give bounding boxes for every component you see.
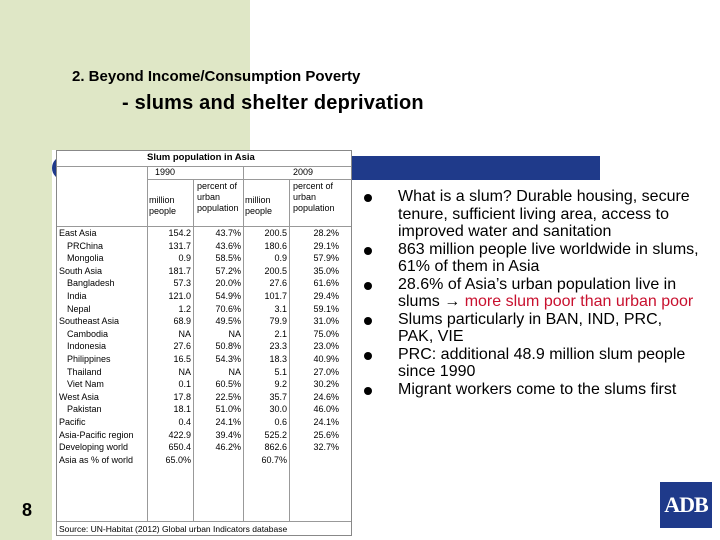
bullet-text: Migrant workers come to the slums first bbox=[398, 380, 677, 398]
table-cell: 0.9 bbox=[274, 253, 287, 264]
bullet-dot-icon bbox=[364, 282, 372, 290]
table-cell: 1.2 bbox=[178, 303, 191, 314]
bullet-item bbox=[360, 188, 700, 241]
table-cell: 650.4 bbox=[168, 442, 191, 453]
table-cell: 27.6 bbox=[173, 341, 191, 352]
table-row bbox=[57, 328, 351, 341]
row-label: Viet Nam bbox=[67, 379, 104, 390]
table-cell: 862.6 bbox=[264, 442, 287, 453]
bullet-highlight: more slum poor than urban poor bbox=[464, 293, 694, 310]
bullet-dot-icon bbox=[364, 387, 372, 395]
header-year-1990: 1990 bbox=[155, 167, 176, 177]
table-cell: 20.0% bbox=[215, 278, 241, 289]
slum-population-table bbox=[56, 150, 352, 536]
table-row bbox=[57, 265, 351, 278]
table-cell: 60.7% bbox=[261, 454, 287, 465]
table-cell: 35.7 bbox=[269, 391, 287, 402]
table-cell: 57.3 bbox=[173, 278, 191, 289]
table-cell: 29.1% bbox=[313, 240, 339, 251]
table-cell: 65.0% bbox=[165, 454, 191, 465]
table-cell: 0.4 bbox=[178, 416, 191, 427]
table-cell: 27.0% bbox=[313, 366, 339, 377]
table-cell: 200.5 bbox=[264, 228, 287, 238]
table-cell: 39.4% bbox=[215, 429, 241, 440]
bullet-item bbox=[360, 241, 700, 276]
table-cell: 68.9 bbox=[173, 316, 191, 327]
table-cell: 24.6% bbox=[313, 391, 339, 402]
table-cell: 25.6% bbox=[313, 429, 339, 440]
bullet-text: Slums particularly in BAN, IND, PRC, PAK, VIE bbox=[398, 310, 663, 345]
table-cell: 23.3 bbox=[269, 341, 287, 352]
table-row bbox=[57, 290, 351, 303]
row-label: Thailand bbox=[67, 366, 102, 377]
row-label: Bangladesh bbox=[67, 278, 115, 289]
bullet-item bbox=[360, 311, 700, 346]
table-cell: 23.0% bbox=[313, 341, 339, 352]
table-cell bbox=[289, 454, 341, 467]
table-cell: 30.2% bbox=[313, 379, 339, 390]
bullet-list bbox=[360, 188, 700, 398]
table-cell: 3.1 bbox=[274, 303, 287, 314]
table-cell: 75.0% bbox=[313, 328, 339, 339]
bullet-text: 863 million people live worldwide in slums, 61% of them in Asia bbox=[398, 240, 699, 275]
header-percent-1990: percent of urban population bbox=[197, 181, 239, 213]
table-cell: 51.0% bbox=[215, 404, 241, 415]
bullet-item bbox=[360, 276, 700, 311]
table-cell: 24.1% bbox=[313, 416, 339, 427]
table-row bbox=[57, 403, 351, 416]
bullet-text: What is a slum? Durable housing, secure tenure, sufficient living area, access to improved water and sanitation bbox=[398, 188, 690, 240]
table-cell: 32.7% bbox=[313, 442, 339, 453]
row-label: West Asia bbox=[59, 391, 99, 402]
table-cell: NA bbox=[228, 366, 241, 377]
table-row bbox=[57, 240, 351, 253]
table-cell: 57.9% bbox=[313, 253, 339, 264]
table-cell: 0.1 bbox=[178, 379, 191, 390]
table-cell: 61.6% bbox=[313, 278, 339, 289]
table-cell: 27.6 bbox=[269, 278, 287, 289]
row-label: Asia-Pacific region bbox=[59, 429, 134, 440]
table-row bbox=[57, 252, 351, 265]
divider bbox=[57, 521, 351, 522]
adb-logo: ADB bbox=[660, 482, 712, 528]
bullet-text: 28.6% of Asia’s urban population live in slums bbox=[398, 275, 677, 310]
row-label: Indonesia bbox=[67, 341, 107, 352]
table-cell: 46.2% bbox=[215, 442, 241, 453]
table-cell: 28.2% bbox=[313, 228, 339, 238]
table-row bbox=[57, 353, 351, 366]
bullet-dot-icon bbox=[364, 352, 372, 360]
table-row bbox=[57, 315, 351, 328]
table-cell: 131.7 bbox=[168, 240, 191, 251]
table-cell: 43.6% bbox=[215, 240, 241, 251]
header-percent-2009: percent of urban population bbox=[293, 181, 335, 213]
divider bbox=[147, 179, 351, 180]
table-cell: 24.1% bbox=[215, 416, 241, 427]
slide-subtitle: - slums and shelter deprivation bbox=[122, 92, 424, 114]
header-year-2009: 2009 bbox=[293, 167, 314, 177]
table-cell: 58.5% bbox=[215, 253, 241, 264]
table-cell: 50.8% bbox=[215, 341, 241, 352]
table-body bbox=[57, 227, 351, 466]
table-cell: 154.2 bbox=[168, 228, 191, 238]
table-cell: 200.5 bbox=[264, 265, 287, 276]
table-row bbox=[57, 340, 351, 353]
row-label: Pakistan bbox=[67, 404, 102, 415]
table-cell: 54.9% bbox=[215, 290, 241, 301]
table-cell: NA bbox=[178, 366, 191, 377]
row-label: Nepal bbox=[67, 303, 91, 314]
table-cell: 5.1 bbox=[274, 366, 287, 377]
table-source: Source: UN-Habitat (2012) Global urban Indicators database bbox=[59, 524, 288, 534]
table-cell: 49.5% bbox=[215, 316, 241, 327]
table-row bbox=[57, 227, 351, 240]
table-cell: 79.9 bbox=[269, 316, 287, 327]
table-cell: 121.0 bbox=[168, 290, 191, 301]
bullet-item bbox=[360, 381, 700, 399]
table-cell: 35.0% bbox=[313, 265, 339, 276]
table-cell: 60.5% bbox=[215, 379, 241, 390]
header-million-1990: million people bbox=[149, 195, 177, 216]
row-label: South Asia bbox=[59, 265, 103, 276]
bullet-text: PRC: additional 48.9 million slum people since 1990 bbox=[398, 345, 686, 380]
row-label: Philippines bbox=[67, 353, 111, 364]
row-label: Asia as % of world bbox=[59, 454, 134, 465]
row-label: East Asia bbox=[59, 228, 97, 238]
table-cell: 101.7 bbox=[264, 290, 287, 301]
table-row bbox=[57, 441, 351, 454]
left-decor-panel bbox=[0, 0, 52, 540]
table-cell: NA bbox=[228, 328, 241, 339]
table-row bbox=[57, 277, 351, 290]
table-cell: 525.2 bbox=[264, 429, 287, 440]
table-cell: NA bbox=[178, 328, 191, 339]
table-cell: 70.6% bbox=[215, 303, 241, 314]
table-cell: 180.6 bbox=[264, 240, 287, 251]
bullet-item bbox=[360, 346, 700, 381]
table-cell: 43.7% bbox=[215, 228, 241, 238]
table-row bbox=[57, 416, 351, 429]
table-cell: 57.2% bbox=[215, 265, 241, 276]
table-row bbox=[57, 429, 351, 442]
header-million-2009: million people bbox=[245, 195, 273, 216]
table-cell: 17.8 bbox=[173, 391, 191, 402]
row-label: Developing world bbox=[59, 442, 129, 453]
row-label: Mongolia bbox=[67, 253, 104, 264]
slide-number: 8 bbox=[22, 500, 33, 520]
table-cell: 18.3 bbox=[269, 353, 287, 364]
table-row bbox=[57, 378, 351, 391]
table-row bbox=[57, 454, 351, 467]
table-cell: 0.6 bbox=[274, 416, 287, 427]
table-cell: 2.1 bbox=[274, 328, 287, 339]
table-cell: 54.3% bbox=[215, 353, 241, 364]
table-cell: 30.0 bbox=[269, 404, 287, 415]
bullet-dot-icon bbox=[364, 194, 372, 202]
table-row bbox=[57, 366, 351, 379]
table-cell: 422.9 bbox=[168, 429, 191, 440]
table-title: Slum population in Asia bbox=[147, 152, 255, 163]
row-label: Southeast Asia bbox=[59, 316, 120, 327]
arrow-right-icon: → bbox=[444, 293, 461, 310]
slide-title: 2. Beyond Income/Consumption Poverty bbox=[72, 68, 361, 85]
row-label: Cambodia bbox=[67, 328, 109, 339]
table-cell: 46.0% bbox=[313, 404, 339, 415]
bullet-dot-icon bbox=[364, 317, 372, 325]
table-cell: 40.9% bbox=[313, 353, 339, 364]
table-cell bbox=[193, 454, 243, 467]
row-label: Pacific bbox=[59, 416, 86, 427]
table-row bbox=[57, 303, 351, 316]
table-cell: 59.1% bbox=[313, 303, 339, 314]
table-cell: 0.9 bbox=[178, 253, 191, 264]
row-label: India bbox=[67, 290, 87, 301]
bullet-dot-icon bbox=[364, 247, 372, 255]
table-row bbox=[57, 391, 351, 404]
table-cell: 181.7 bbox=[168, 265, 191, 276]
row-label: PRChina bbox=[67, 240, 104, 251]
table-cell: 16.5 bbox=[173, 353, 191, 364]
table-cell: 22.5% bbox=[215, 391, 241, 402]
table-cell: 29.4% bbox=[313, 290, 339, 301]
table-cell: 18.1 bbox=[173, 404, 191, 415]
table-cell: 31.0% bbox=[313, 316, 339, 327]
table-cell: 9.2 bbox=[274, 379, 287, 390]
